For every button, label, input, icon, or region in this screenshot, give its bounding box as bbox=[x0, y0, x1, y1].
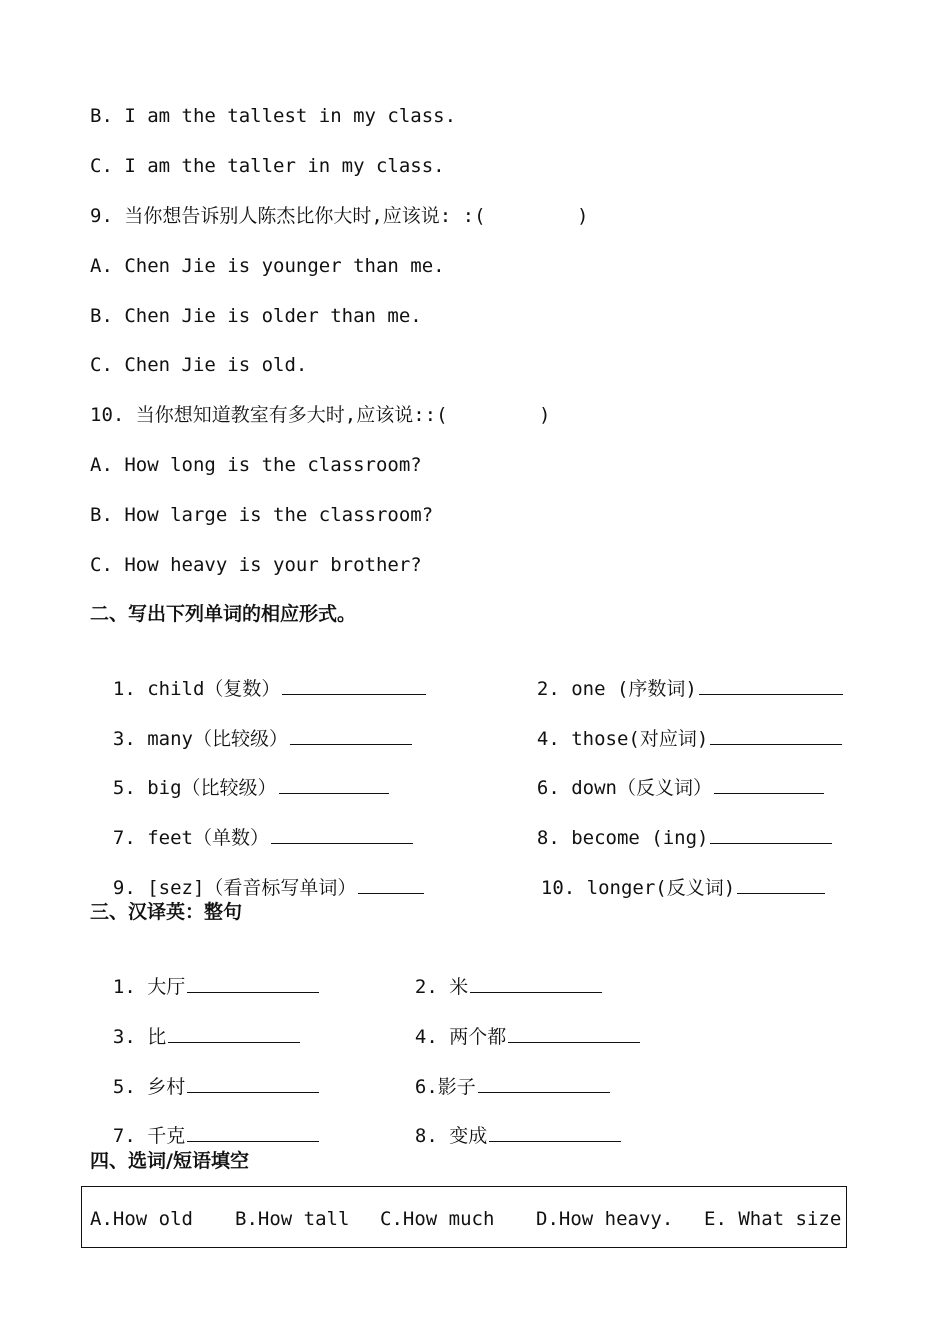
item-label: 3. many（比较级） bbox=[112, 728, 288, 750]
item-label: 8. 变成 bbox=[414, 1125, 488, 1147]
translation-item bbox=[90, 950, 319, 999]
answer-blank[interactable] bbox=[714, 775, 824, 794]
item-label: 3. 比 bbox=[112, 1026, 167, 1048]
translation-item bbox=[392, 1000, 640, 1049]
item-label: 5. 乡村 bbox=[112, 1076, 186, 1098]
answer-blank[interactable] bbox=[489, 1123, 621, 1142]
item-label: 7. feet（单数） bbox=[112, 827, 269, 849]
word-form-item bbox=[514, 702, 842, 751]
word-bank-option: C.How much bbox=[380, 1208, 495, 1230]
answer-blank[interactable] bbox=[699, 676, 843, 695]
word-form-item bbox=[514, 801, 832, 850]
translation-item bbox=[392, 1099, 621, 1148]
question-line: A. How long is the classroom? bbox=[90, 454, 422, 476]
item-label: 2. one (序数词) bbox=[536, 678, 697, 700]
word-form-item bbox=[514, 652, 843, 701]
item-label: 5. big（比较级） bbox=[112, 777, 277, 799]
item-label: 10. longer(反义词) bbox=[540, 877, 736, 899]
answer-blank[interactable] bbox=[187, 974, 319, 993]
answer-blank[interactable] bbox=[710, 726, 842, 745]
word-bank-option: E. What size bbox=[704, 1208, 842, 1230]
word-bank-option: D.How heavy. bbox=[536, 1208, 674, 1230]
word-form-item bbox=[90, 851, 424, 900]
item-label: 1. 大厅 bbox=[112, 976, 186, 998]
word-bank-box bbox=[81, 1186, 847, 1248]
item-label: 4. 两个都 bbox=[414, 1026, 507, 1048]
word-form-item bbox=[90, 702, 412, 751]
question-line: B. How large is the classroom? bbox=[90, 504, 434, 526]
answer-blank[interactable] bbox=[290, 726, 412, 745]
item-label: 4. those(对应词) bbox=[536, 728, 709, 750]
word-bank-option: A.How old bbox=[90, 1208, 193, 1230]
question-line: C. How heavy is your brother? bbox=[90, 554, 422, 576]
question-line: B. I am the tallest in my class. bbox=[90, 105, 457, 127]
translation-item bbox=[90, 1050, 319, 1099]
word-form-item bbox=[518, 851, 825, 900]
item-label: 8. become (ing) bbox=[536, 827, 709, 849]
question-line: C. I am the taller in my class. bbox=[90, 155, 445, 177]
translation-item bbox=[90, 1000, 300, 1049]
answer-blank[interactable] bbox=[470, 974, 602, 993]
question-line: C. Chen Jie is old. bbox=[90, 354, 308, 376]
word-form-item bbox=[90, 801, 413, 850]
answer-blank[interactable] bbox=[187, 1123, 319, 1142]
word-form-item bbox=[514, 751, 824, 800]
translation-item bbox=[392, 1050, 610, 1099]
translation-item bbox=[90, 1099, 319, 1148]
answer-blank[interactable] bbox=[358, 875, 424, 894]
section2-heading: 二、写出下列单词的相应形式。 bbox=[90, 603, 357, 625]
section3-heading: 三、汉译英：整句 bbox=[90, 901, 243, 923]
answer-blank[interactable] bbox=[508, 1024, 640, 1043]
question-line: 10. 当你想知道教室有多大时,应该说::( ) bbox=[90, 404, 551, 426]
answer-blank[interactable] bbox=[271, 825, 413, 844]
item-label: 2. 米 bbox=[414, 976, 469, 998]
answer-blank[interactable] bbox=[737, 875, 825, 894]
question-line: 9. 当你想告诉别人陈杰比你大时,应该说: :( ) bbox=[90, 205, 589, 227]
item-label: 6.影子 bbox=[414, 1076, 476, 1098]
word-bank-option: B.How tall bbox=[235, 1208, 350, 1230]
item-label: 9. [sez]（看音标写单词） bbox=[112, 877, 357, 899]
answer-blank[interactable] bbox=[478, 1074, 610, 1093]
item-label: 6. down（反义词） bbox=[536, 777, 712, 799]
translation-item bbox=[392, 950, 602, 999]
item-label: 7. 千克 bbox=[112, 1125, 186, 1147]
word-form-item bbox=[90, 652, 426, 701]
answer-blank[interactable] bbox=[279, 775, 389, 794]
answer-blank[interactable] bbox=[168, 1024, 300, 1043]
answer-blank[interactable] bbox=[710, 825, 832, 844]
answer-blank[interactable] bbox=[187, 1074, 319, 1093]
question-line: A. Chen Jie is younger than me. bbox=[90, 255, 445, 277]
answer-blank[interactable] bbox=[282, 676, 426, 695]
word-form-item bbox=[90, 751, 389, 800]
section4-heading: 四、选词/短语填空 bbox=[90, 1150, 249, 1172]
question-line: B. Chen Jie is older than me. bbox=[90, 305, 422, 327]
item-label: 1. child（复数） bbox=[112, 678, 281, 700]
